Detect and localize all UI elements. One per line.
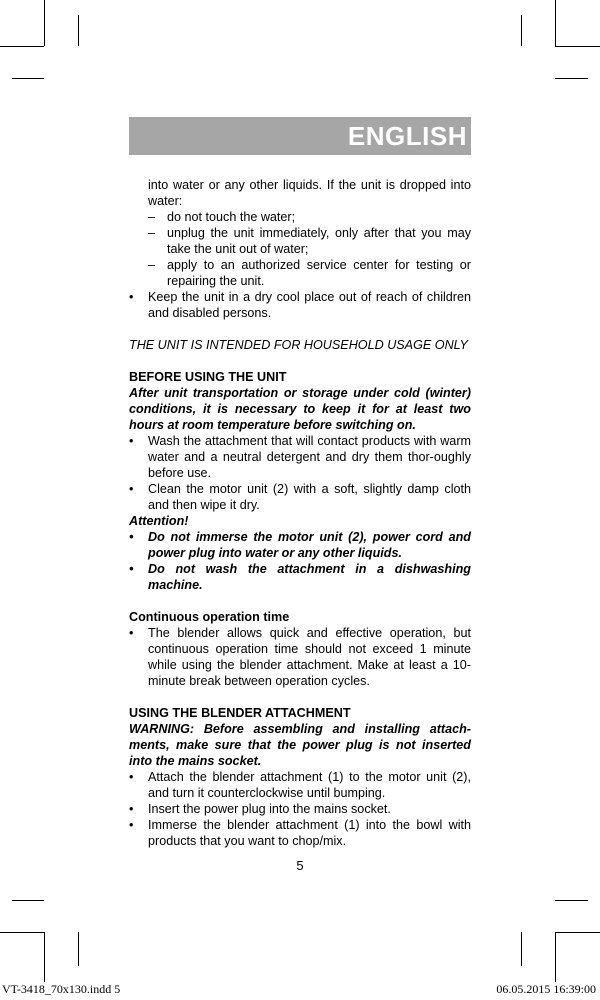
section-heading: BEFORE USING THE UNIT [129, 370, 287, 384]
footer-timestamp: 06.05.2015 16:39:00 [496, 982, 596, 996]
footer-file-name: VT-3418_70x130.indd 5 [2, 982, 121, 996]
crop-mark [78, 932, 79, 966]
page-number: 5 [296, 858, 304, 873]
crop-mark [44, 932, 45, 982]
crop-mark [555, 46, 600, 47]
list-item: • Attach the blender attachment (1) to the motor unit (2), and turn it counterclockwise until bumping. [129, 770, 471, 800]
list-item: • Clean the motor unit (2) with a soft, slightly damp cloth and then wipe it dry. [129, 482, 471, 512]
crop-mark [12, 78, 44, 79]
crop-mark [555, 78, 588, 79]
page-content [129, 177, 471, 849]
crop-mark [521, 15, 522, 46]
list-item: • Do not wash the attachment in a dishwashing machine. [129, 562, 471, 592]
list-item: • Do not immerse the motor unit (2), power cord and power plug into water or any other liquids. [129, 530, 471, 560]
language-header [129, 117, 471, 155]
transport-note: After unit transportation or storage under cold (winter) conditions, it is necessary to keep it for at least two hours at room temperature before switching on. [129, 386, 471, 432]
list-item: • Keep the unit in a dry cool place out of reach of children and disabled persons. [129, 290, 471, 320]
household-note: THE UNIT IS INTENDED FOR HOUSEHOLD USAGE ONLY [129, 338, 468, 352]
crop-mark [44, 0, 45, 46]
list-item: – unplug the unit immediately, only after that you may take the unit out of water; [148, 226, 471, 256]
list-item: • Immerse the blender attachment (1) into the bowl with products that you want to chop/mix. [129, 818, 471, 848]
attention-label: Attention! [129, 514, 189, 528]
crop-mark [12, 900, 44, 901]
language-title: ENGLISH [347, 121, 467, 151]
crop-mark [555, 0, 556, 46]
crop-mark [555, 932, 600, 933]
list-item: • The blender allows quick and effective operation, but continuous operation time should not exceed 1 minute while using the blender attachment. Make at least a 10-minute break between operation cycles. [129, 626, 471, 688]
crop-mark [78, 15, 79, 46]
list-item: • Insert the power plug into the mains socket. [129, 802, 391, 816]
crop-mark [555, 900, 588, 901]
intro-continuation: into water or any other liquids. If the unit is dropped into water: [148, 178, 471, 208]
list-item: – apply to an authorized service center for testing or repairing the unit. [148, 258, 471, 288]
section-heading: Continuous operation time [129, 610, 290, 624]
crop-mark [0, 46, 44, 47]
crop-mark [521, 932, 522, 966]
list-item: • Wash the attachment that will contact products with warm water and a neutral detergent and dry them thor-oughly before use. [129, 434, 471, 480]
section-heading: USING THE BLENDER ATTACHMENT [129, 706, 351, 720]
warning-note: WARNING: Before assembling and installing attach-ments, make sure that the power plug is not inserted into the mains socket. [129, 722, 471, 768]
list-item: – do not touch the water; [148, 210, 296, 224]
crop-mark [555, 932, 556, 982]
crop-mark [0, 932, 44, 933]
